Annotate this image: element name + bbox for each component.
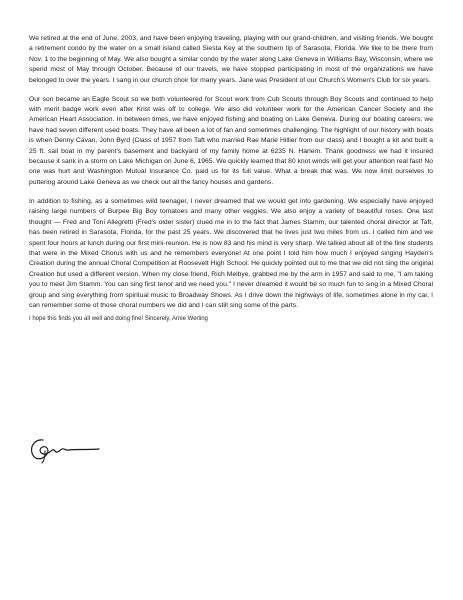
- closing-line: I hope this finds you all well and doing fine! Sincerely, Arnie Werling: [29, 316, 208, 323]
- signature-stroke: [32, 440, 99, 459]
- paragraph-scouts-and-boating: Our son became an Eagle Scout so we both volunteered for Scout work from Cub Scouts through Boy Scouts and continued to help with merit badge work even after Krist was off to college. We also did volunteer work for the American Cancer Society and the American Heart Association. In between times, we have enjoyed fishing and boating on Lake Geneva. During our boating careers, we have had seven different used boats. They have all been a lot of fan and sometimes challenging. The highlight of our history with boats is when Denny Cavan, John Byrd (Class of 1957 from Taft who married Rae Marie Hillier from our class) and I bought a kit and built a 25 ft. sail boat in my parent's basement and backyard of my family home at 6235 N. Harlem. Thank goodness we had it insured because it sank in a storm on Lake Michigan on June 6, 1965. We quickly learned that 80 knot winds will get your attention real fast! No one was hurt and Washington Mutual Insurance Co. paid us for its full value. What a break that was. We now limit ourselves to puttering around Lake Geneva as we check out all the fancy houses and gardens.: [29, 95, 433, 186]
- paragraph-retirement: We retired at the end of June, 2003, and have been enjoying traveling, playing with our grand-children, and visiting friends. We bought a retirement condo by the water on a small island called Siesta Key at the southern tip of Sarasota, Florida. We like to be there from Nov. 1 to the beginning of May. We also bought a similar condo by the water along Lake Geneva in Williams Bay, Wisconsin, where we spend most of May through October. Because of our travels, we have stopped participating in most of the organizations we have belonged to over the years. I sang in our church choir for many years. Jane was President of our Church's Women's Club for six years.: [29, 35, 433, 84]
- paragraph-gardening-and-choir: In addition to fishing, as a sometimes wild teenager, I never dreamed that we would get into gardening. We especially have enjoyed raising large numbers of Burpee Big Boy tomatoes and many other veggies. We also enjoy a variety of beautiful roses. One last thought — Fred and Toni Allegretti (Fred's older sister) clued me in to the fact that James Stamm, our talented choral director at Taft, has been retired in Sarasota, Florida, for the past 25 years. We discovered that he lives just two miles from us. I called him and we spent four hours at lunch during our first mini-reunion. He is now 83 and his mind is very sharp. We talked about all of the fine students that were in the Mixed Chorus with us and he remembers everyone! At one point I told him how much I enjoyed singing Hayden's Creation during the annual Choral Competition at Roosevelt High School. He quickly pointed out to me that we did not sing the original Creation but used a different version. When my close friend, Rich Melbye, grabbed me by the arm in 1957 and said to me, "I am taking you to meet Jim Stamm. You can sing first tenor and we need you." I never dreamed it would be so much fun to sing in a Mixed Choral group and sing everything from spiritual music to Broadway Shows. As I drive down the highways of life, sometimes alone in my car, I can remember some of those choral numbers we did and I can still sing some of the parts.: [29, 197, 433, 309]
- handwritten-signature: [29, 436, 101, 464]
